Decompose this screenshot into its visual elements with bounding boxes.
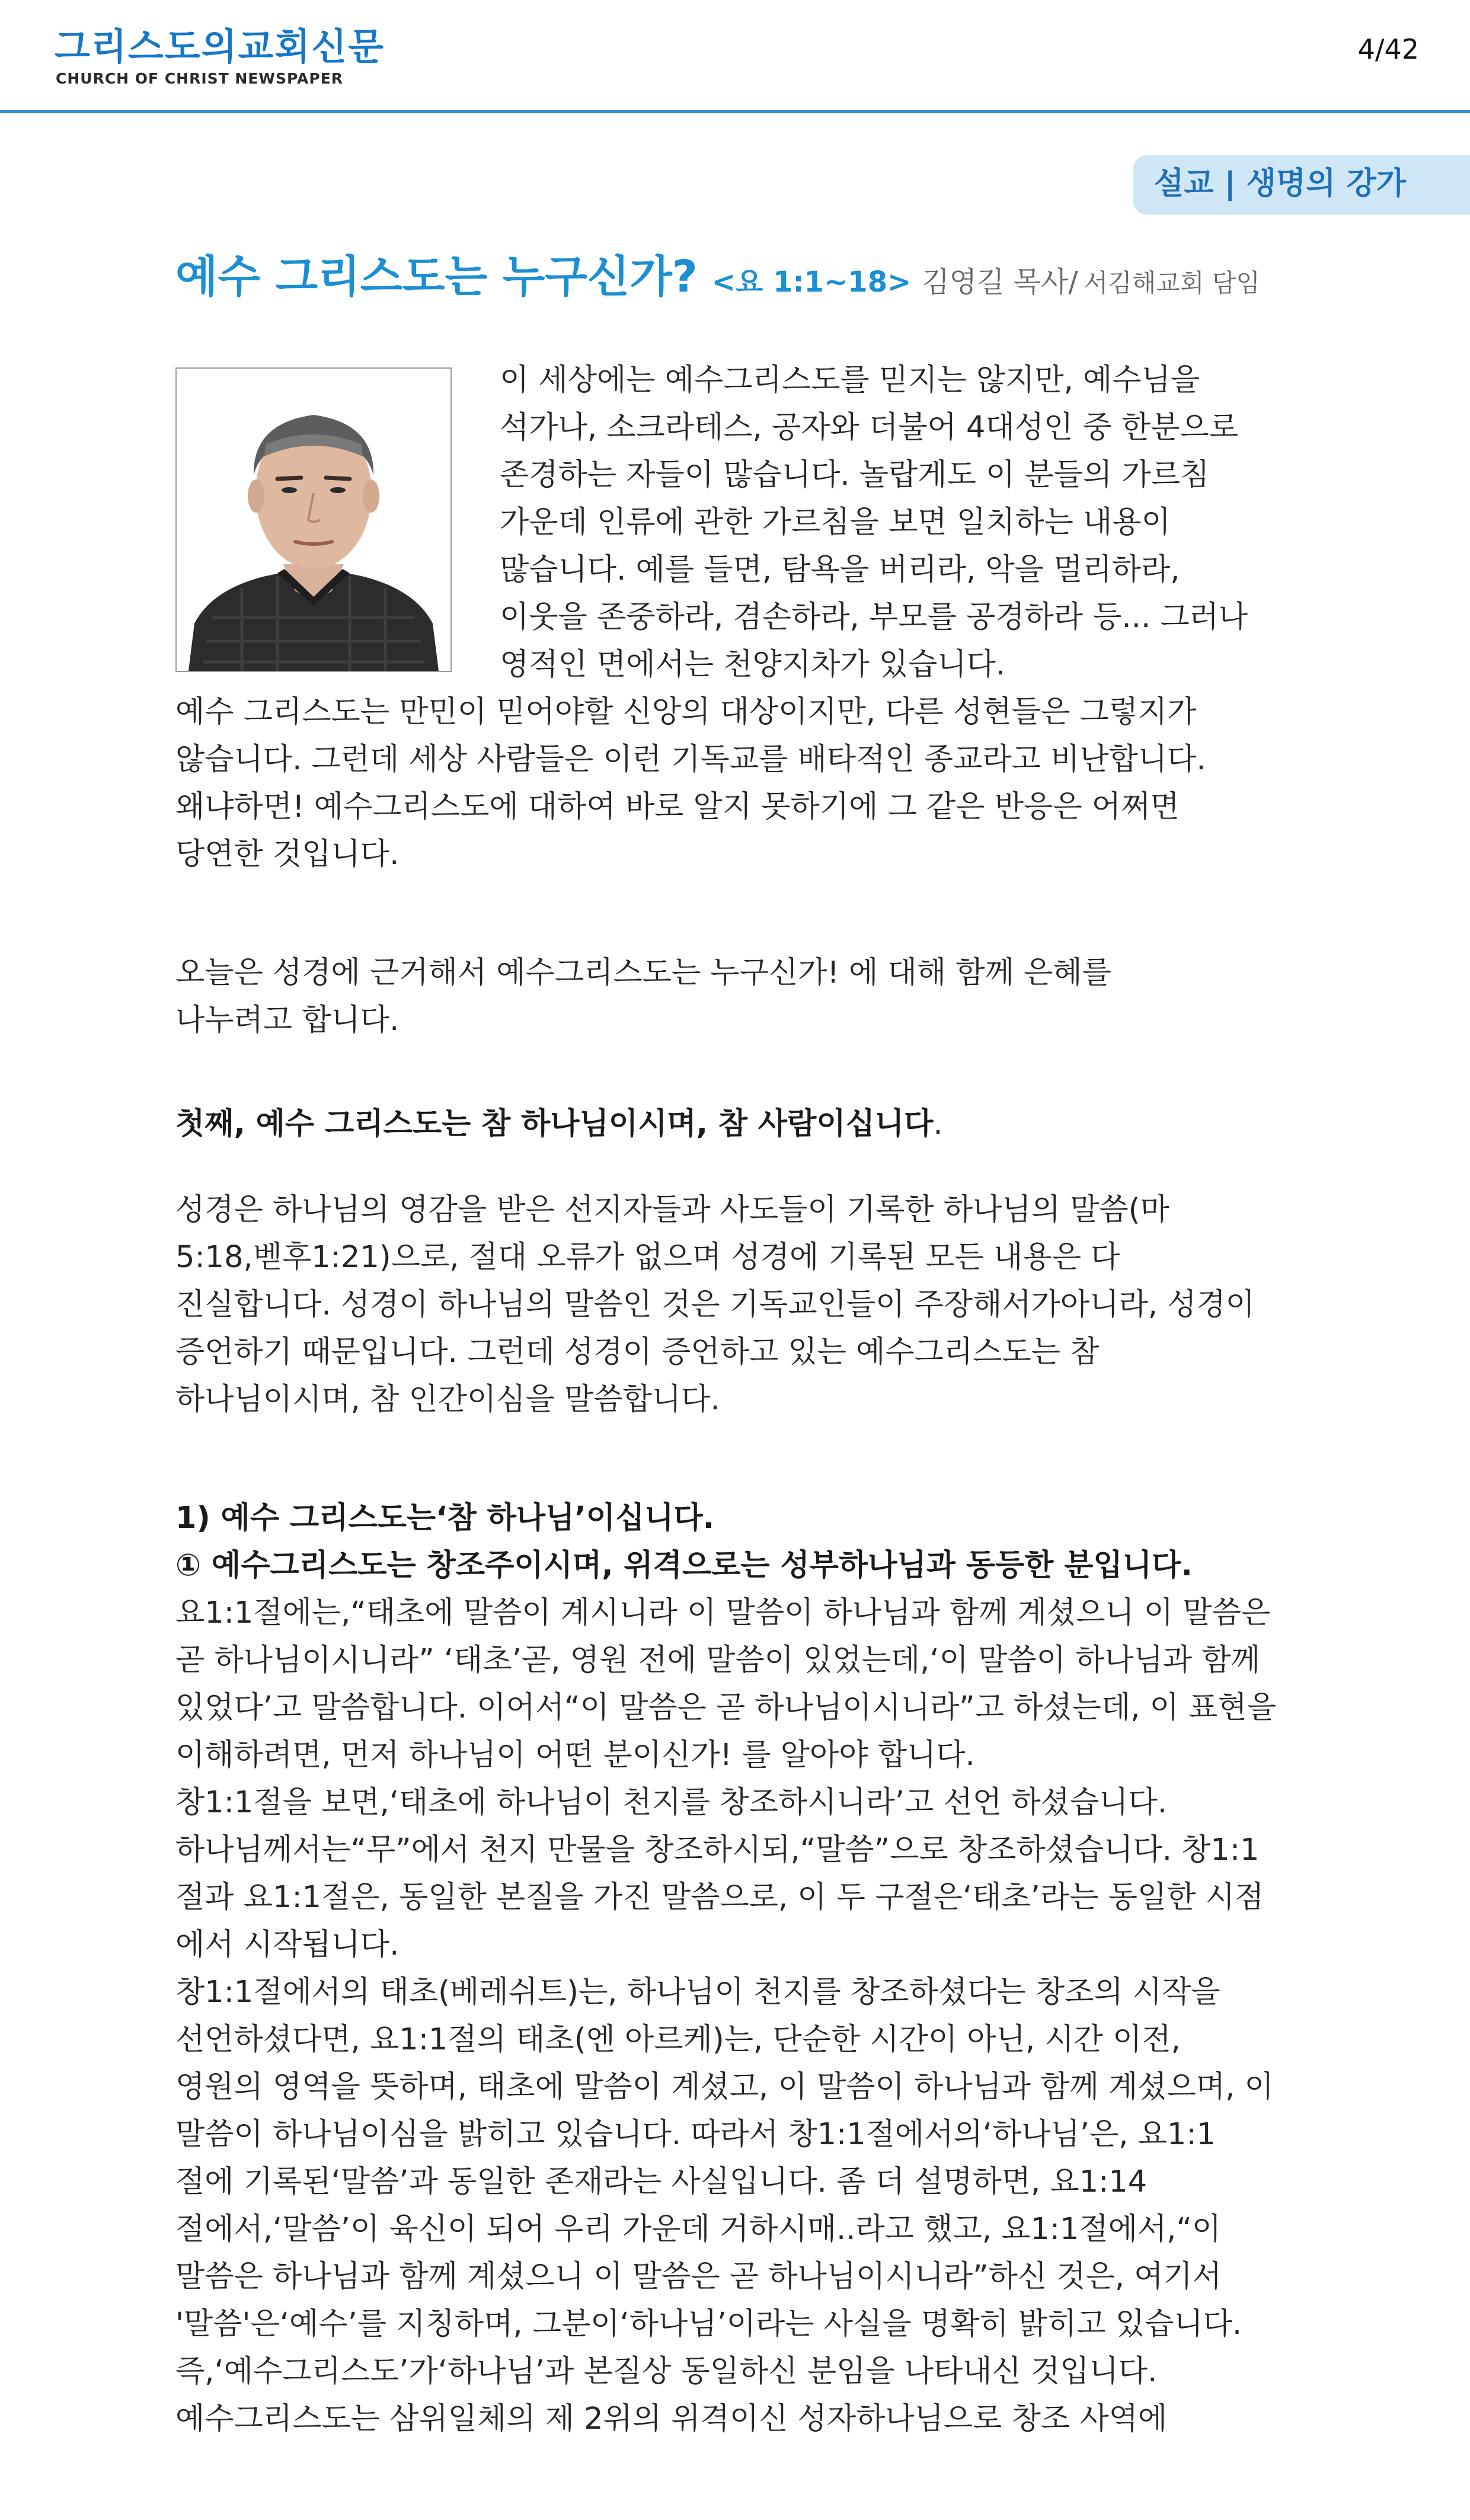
text-line: 5:18,벧후1:21)으로, 절대 오류가 없으며 성경에 기록된 모든 내용은 다 bbox=[175, 1240, 1120, 1275]
today-paragraph bbox=[175, 949, 1319, 1044]
text-line: 성경은 하나님의 영감을 받은 선지자들과 사도들이 기록한 하나님의 말씀(마 bbox=[175, 1192, 1169, 1227]
newspaper-logo-english: CHURCH OF CHRIST NEWSPAPER bbox=[56, 70, 344, 87]
text-line: 당연한 것입니다. bbox=[175, 837, 400, 872]
author-church: 서김해교회 담임 bbox=[1084, 268, 1260, 298]
intro-paragraph-wrapped bbox=[500, 357, 1330, 689]
article-title: 예수 그리스도는 누구신가? bbox=[175, 251, 698, 302]
text-line: 하나님께서는“무”에서 천지 만물을 창조하시되,“말씀”으로 창조하셨습니다. 창1:1 bbox=[175, 1833, 1260, 1867]
header-divider bbox=[0, 110, 1470, 113]
text-line: 선언하셨다면, 요1:1절의 태초(엔 아르케)는, 단순한 시간이 아닌, 시간 이전, bbox=[175, 2022, 1181, 2057]
text-line: 요1:1절에는,“태초에 말씀이 계시니라 이 말씀이 하나님과 함께 계셨으니 이 말씀은 bbox=[175, 1595, 1271, 1630]
text-line: 예수그리스도는 삼위일체의 제 2위의 위격이신 성자하나님으로 창조 사역에 bbox=[175, 2401, 1168, 2436]
intro-paragraph-continued bbox=[175, 689, 1319, 878]
text-line: 곧 하나님이시니라” ‘태초’곧, 영원 전에 말씀이 있었는데,‘이 말씀이 하나님과 함께 bbox=[175, 1643, 1260, 1678]
author-photo bbox=[175, 367, 452, 672]
text-line: 절에서,‘말씀’이 육신이 되어 우리 가운데 거하시매..라고 했고, 요1:1절에서,“이 bbox=[175, 2212, 1222, 2247]
text-line: 석가나, 소크라테스, 공자와 더불어 4대성인 중 한분으로 bbox=[500, 410, 1238, 445]
text-line: 있었다’고 말씀합니다. 이어서“이 말씀은 곧 하나님이시니라”고 하셨는데, 이 표현을 bbox=[175, 1690, 1276, 1725]
text-line: 즉,‘예수그리스도’가‘하나님’과 본질상 동일하신 분임을 나타내신 것입니다. bbox=[175, 2354, 1158, 2389]
text-line: 영적인 면에서는 천양지차가 있습니다. bbox=[500, 647, 1006, 682]
text-line: 절에 기록된‘말씀’과 동일한 존재라는 사실입니다. 좀 더 설명하면, 요1:14 bbox=[175, 2164, 1148, 2199]
text-line: 많습니다. 예를 들면, 탐욕을 버리라, 악을 멀리하라, bbox=[500, 552, 1180, 587]
first-heading-period: . bbox=[933, 1107, 943, 1141]
first-point-heading bbox=[175, 1101, 1319, 1148]
text-line: 이 세상에는 예수그리스도를 믿지는 않지만, 예수님을 bbox=[500, 363, 1200, 398]
first-heading-text: 첫째, 예수 그리스도는 참 하나님이시며, 참 사람이십니다 bbox=[175, 1107, 934, 1141]
text-line: 왜냐하면! 예수그리스도에 대하여 바로 알지 못하기에 그 같은 반응은 어쩌면 bbox=[175, 789, 1180, 824]
text-line: 가운데 인류에 관한 가르침을 보면 일치하는 내용이 bbox=[500, 505, 1171, 540]
category-label: 설교 | 생명의 강가 bbox=[1154, 166, 1406, 202]
text-line: 하나님이시며, 참 인간이심을 말씀합니다. bbox=[175, 1382, 720, 1417]
text-line: 이웃을 존중하라, 겸손하라, 부모를 공경하라 등... 그러나 bbox=[500, 600, 1248, 635]
sub-heading-2: ① 예수그리스도는 창조주이시며, 위격으로는 성부하나님과 동등한 분입니다. bbox=[175, 1548, 1193, 1583]
text-line: 증언하기 때문입니다. 그런데 성경이 증언하고 있는 예수그리스도는 참 bbox=[175, 1335, 1100, 1370]
text-line: 진실합니다. 성경이 하나님의 말씀인 것은 기독교인들이 주장해서가아니라, 성경이 bbox=[175, 1287, 1255, 1322]
text-line: 말씀은 하나님과 함께 계셨으니 이 말씀은 곧 하나님이시니라”하신 것은, 여기서 bbox=[175, 2259, 1222, 2294]
scripture-reference: <요 1:1~18> bbox=[711, 266, 912, 299]
page-header bbox=[0, 0, 1470, 113]
text-line: 않습니다. 그런데 세상 사람들은 이런 기독교를 배타적인 종교라고 비난합니다. bbox=[175, 742, 1206, 777]
category-tab[interactable] bbox=[1133, 155, 1470, 215]
text-line: 예수 그리스도는 만민이 믿어야할 신앙의 대상이지만, 다른 성현들은 그렇지가 bbox=[175, 695, 1197, 730]
text-line: '말씀'은‘예수’를 지칭하며, 그분이‘하나님’이라는 사실을 명확히 밝히고 있습니다. bbox=[175, 2307, 1242, 2342]
text-line: 나누려고 합니다. bbox=[175, 1003, 400, 1038]
text-line: 창1:1절에서의 태초(베레쉬트)는, 하나님이 천지를 창조하셨다는 창조의 시작을 bbox=[175, 1975, 1220, 2010]
article-title-row bbox=[175, 251, 1260, 302]
author-name: 김영길 목사/ bbox=[922, 266, 1078, 299]
text-line: 절과 요1:1절은, 동일한 본질을 가진 말씀으로, 이 두 구절은‘태초’라는 동일한 시점 bbox=[175, 1880, 1264, 1915]
sub-headings bbox=[175, 1495, 1319, 1590]
text-line: 말씀이 하나님이심을 밝히고 있습니다. 따라서 창1:1절에서의‘하나님’은, 요1:1 bbox=[175, 2117, 1216, 2152]
text-line: 오늘은 성경에 근거해서 예수그리스도는 누구신가! 에 대해 함께 은혜를 bbox=[175, 955, 1111, 990]
page-number: 4/42 bbox=[1357, 33, 1419, 65]
text-line: 영원의 영역을 뜻하며, 태초에 말씀이 계셨고, 이 말씀이 하나님과 함께 계셨으며, 이 bbox=[175, 2070, 1274, 2105]
text-line: 창1:1절을 보면,‘태초에 하나님이 천지를 창조하시니라’고 선언 하셨습니다. bbox=[175, 1785, 1167, 1820]
newspaper-logo[interactable]: 그리스도의교회신문 bbox=[55, 25, 385, 68]
detail-paragraph bbox=[175, 1590, 1319, 2443]
text-line: 존경하는 자들이 많습니다. 놀랍게도 이 분들의 가르침 bbox=[500, 458, 1210, 493]
text-line: 에서 시작됩니다. bbox=[175, 1927, 400, 1962]
author-portrait-icon bbox=[177, 369, 450, 671]
text-line: 이해하려면, 먼저 하나님이 어떤 분이신가! 를 알아야 합니다. bbox=[175, 1738, 975, 1773]
sub-heading-1: 1) 예수 그리스도는‘참 하나님’이십니다. bbox=[175, 1501, 715, 1536]
bible-paragraph bbox=[175, 1187, 1319, 1424]
